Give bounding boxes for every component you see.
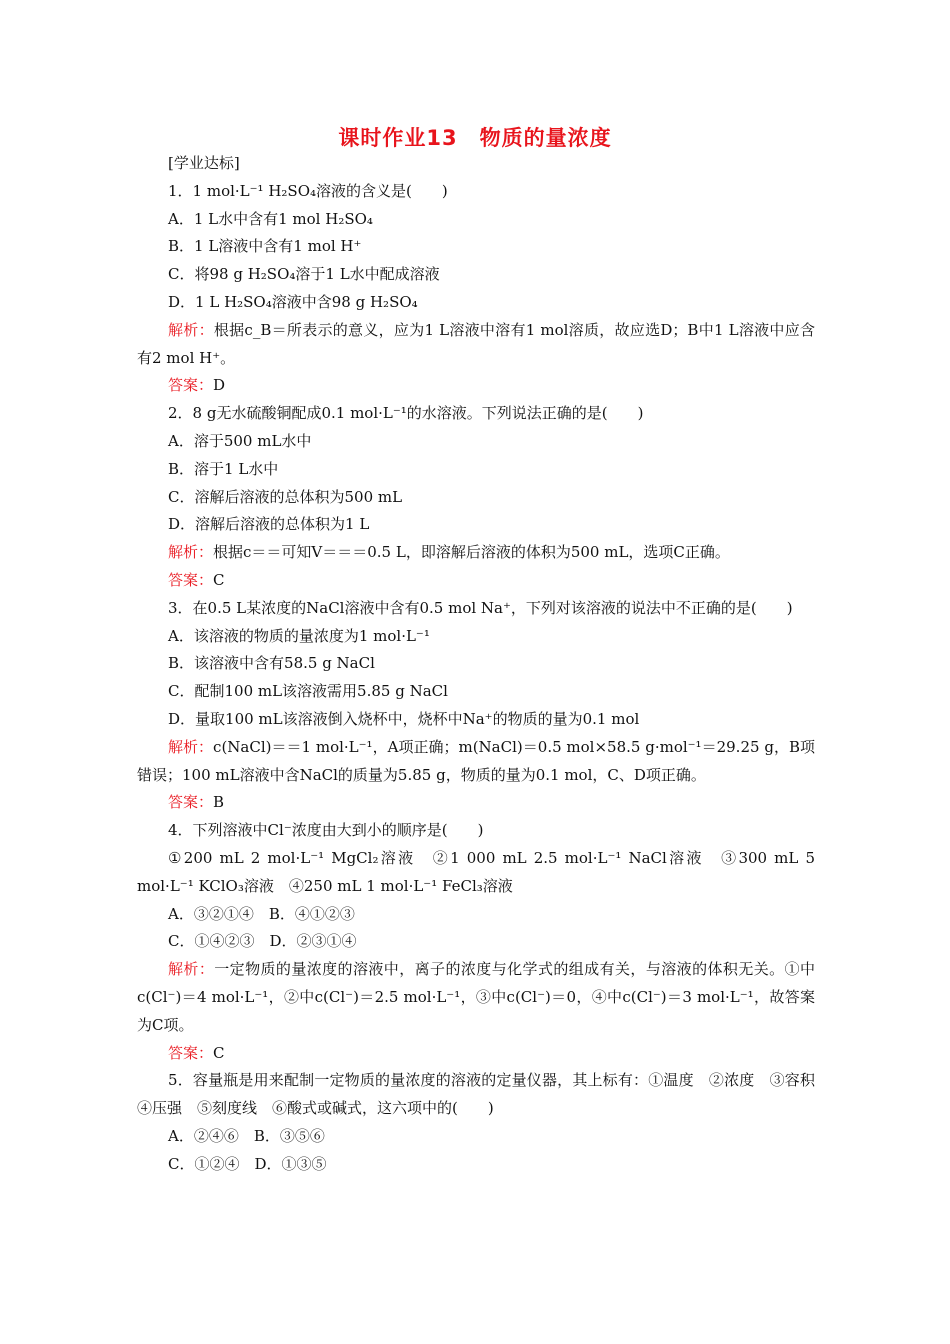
q4-answer [137, 1040, 815, 1068]
title-part-b: 物质的量浓度 [479, 126, 612, 150]
q5-options-cd: C．①②④ D．①③⑤ [168, 1154, 327, 1173]
q3-answer-value: B [213, 793, 225, 812]
q2-analysis [137, 539, 815, 567]
q3-option-b: B．该溶液中含有58.5 g NaCl [168, 654, 375, 673]
q2-stem: 2．8 g无水硫酸铜配成0.1 mol·L⁻¹的水溶液。下列说法正确的是( ) [168, 404, 644, 423]
q1-option-d: D．1 L H₂SO₄溶液中含98 g H₂SO₄ [168, 292, 418, 311]
analysis-label: 解析： [168, 737, 214, 756]
q1-answer-value: D [213, 376, 226, 395]
q1-option-a: A．1 L水中含有1 mol H₂SO₄ [168, 209, 373, 228]
q4-stem: 4．下列溶液中Cl⁻浓度由大到小的顺序是( ) [168, 821, 484, 840]
q4-analysis [137, 956, 815, 1039]
q1-answer [137, 372, 815, 400]
analysis-label: 解析： [168, 320, 214, 339]
q2-analysis-text: 根据c＝＝可知V＝＝＝0.5 L，即溶解后溶液的体积为500 mL，选项C正确。 [213, 543, 730, 562]
q3-analysis-text: c(NaCl)＝＝1 mol·L⁻¹，A项正确；m(NaCl)＝0.5 mol×58.5 g·mol⁻¹＝29.25 g，B项错误；100 mL溶液中含NaCl的质量为5.85 g，物质的量为0.1 mol，C、D项正确。 [137, 737, 815, 784]
q3-option-c: C．配制100 mL该溶液需用5.85 g NaCl [168, 682, 448, 701]
q2-option-c: C．溶解后溶液的总体积为500 mL [168, 487, 403, 506]
q3-analysis [137, 734, 815, 790]
q4-items: ①200 mL 2 mol·L⁻¹ MgCl₂溶液 ②1 000 mL 2.5 mol·L⁻¹ NaCl溶液 ③300 mL 5 mol·L⁻¹ KClO₃溶液 ④250 mL 1 mol·L⁻¹ FeCl₃溶液 [137, 848, 815, 895]
q5-stem: 5．容量瓶是用来配制一定物质的量浓度的溶液的定量仪器，其上标有：①温度 ②浓度 ③容积 ④压强 ⑤刻度线 ⑥酸式或碱式，这六项中的( ) [137, 1071, 831, 1118]
answer-label: 答案： [168, 570, 214, 589]
q3-option-d: D．量取100 mL该溶液倒入烧杯中，烧杯中Na⁺的物质的量为0.1 mol [168, 709, 640, 728]
q3-option-a: A．该溶液的物质的量浓度为1 mol·L⁻¹ [168, 626, 430, 645]
q1-option-b: B．1 L溶液中含有1 mol H⁺ [168, 237, 362, 256]
document-body [137, 150, 831, 1178]
q4-analysis-text: 一定物质的量浓度的溶液中，离子的浓度与化学式的组成有关，与溶液的体积无关。①中c(Cl⁻)＝4 mol·L⁻¹，②中c(Cl⁻)＝2.5 mol·L⁻¹，③中c(Cl⁻)＝0，④中c(Cl⁻)＝3 mol·L⁻¹，故答案为C项。 [137, 960, 815, 1034]
q1-analysis-text: 根据c_B＝所表示的意义，应为1 L溶液中溶有1 mol溶质，故应选D；B中1 L溶液中应含有2 mol H⁺。 [137, 320, 815, 367]
q4-options-cd: C．①④②③ D．②③①④ [168, 932, 357, 951]
q2-option-d: D．溶解后溶液的总体积为1 L [168, 515, 370, 534]
q1-stem: 1．1 mol·L⁻¹ H₂SO₄溶液的含义是( ) [168, 181, 448, 200]
q4-answer-value: C [213, 1043, 225, 1062]
q4-options-ab: A．③②①④ B．④①②③ [168, 904, 355, 923]
q2-answer [137, 567, 815, 595]
page-title [0, 122, 950, 152]
q2-answer-value: C [213, 570, 225, 589]
q5-options-ab: A．②④⑥ B．③⑤⑥ [168, 1126, 325, 1145]
answer-label: 答案： [168, 793, 214, 812]
answer-label: 答案： [168, 376, 214, 395]
q1-option-c: C．将98 g H₂SO₄溶于1 L水中配成溶液 [168, 265, 440, 284]
analysis-label: 解析： [168, 960, 215, 979]
q3-stem: 3．在0.5 L某浓度的NaCl溶液中含有0.5 mol Na⁺，下列对该溶液的说法中不正确的是( ) [168, 598, 793, 617]
section-heading: [学业达标] [168, 154, 240, 172]
q2-option-a: A．溶于500 mL水中 [168, 431, 312, 450]
q2-option-b: B．溶于1 L水中 [168, 459, 279, 478]
q3-answer [137, 789, 815, 817]
answer-label: 答案： [168, 1043, 214, 1062]
analysis-label: 解析： [168, 543, 214, 562]
q1-analysis [137, 317, 815, 373]
title-part-a: 课时作业13 [338, 126, 458, 150]
